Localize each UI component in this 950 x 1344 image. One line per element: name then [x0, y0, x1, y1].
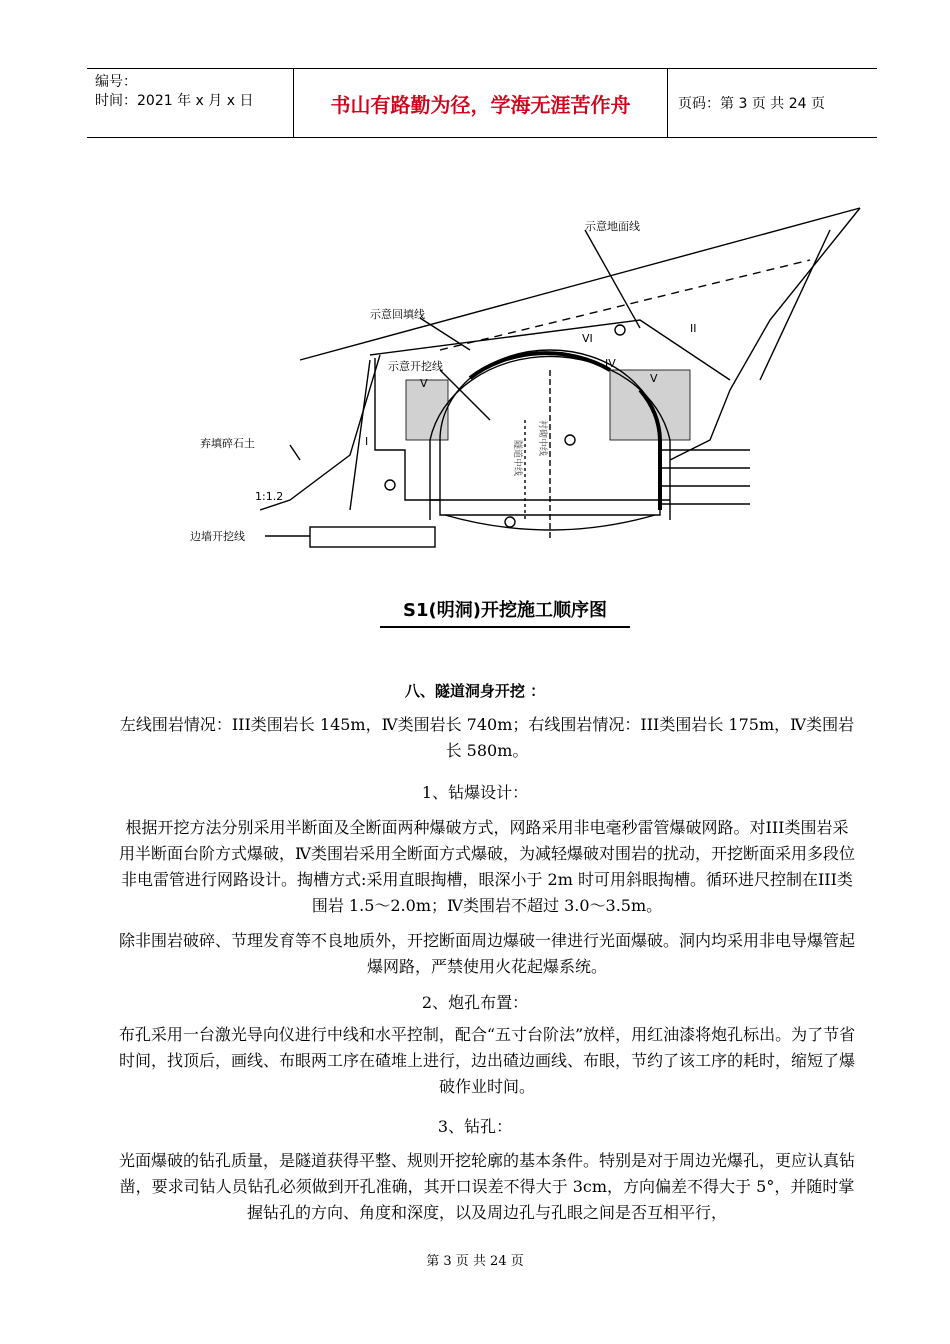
marker-i: [385, 480, 395, 490]
paragraph-hole-layout: 布孔采用一台激光导向仪进行中线和水平控制，配合“五寸台阶法”放样，用红油漆将炮孔标出。为了节省时间，找顶后，画线、布眼两工序在碴堆上进行，边出碴边画线、布眼，节约了该工序的耗时，缩短了爆破作业时间。: [118, 1025, 856, 1096]
diagram-caption: S1(明洞)开挖施工顺序图: [380, 592, 630, 628]
label-center-line-b: 衬砌中线: [537, 420, 547, 457]
subheading-drill-blast: 1、钻爆设计：: [421, 783, 529, 802]
label-roman-v2: V: [650, 372, 658, 385]
paragraph-rock-conditions: 左线围岩情况：III类围岩长 145m，Ⅳ类围岩长 740m；右线围岩情况：III类围岩长 175m，Ⅳ类围岩长 580m。: [119, 715, 855, 760]
label-roman-vi: VI: [582, 332, 593, 345]
header-meta: [87, 69, 294, 137]
page-header: [87, 68, 877, 138]
marker-center: [565, 435, 575, 445]
label-spoil: 弃填碎石土: [200, 437, 255, 450]
paragraph-smooth-blast: 除非围岩破碎、节理发育等不良地质外，开挖断面周边爆破一律进行光面爆破。洞内均采用非电导爆管起爆网路，严禁使用火花起爆系统。: [118, 931, 855, 976]
tunnel-excavation-diagram: [170, 200, 870, 590]
label-roman-ii: II: [690, 322, 697, 335]
label-slope-excavation: 边墙开挖线: [190, 530, 245, 543]
marker-vi: [615, 325, 625, 335]
label-center-line-a: 隧道中线: [512, 440, 522, 477]
dashed-line: [440, 260, 810, 350]
right-slope-inner: [760, 230, 830, 380]
label-ground-line: 示意地面线: [585, 220, 640, 233]
leader-spoil: [290, 445, 300, 460]
left-slope: [260, 355, 380, 510]
number-label: 编号：: [95, 74, 137, 90]
time-label: 时间：2021 年 x 月 x 日: [95, 93, 254, 109]
label-roman-v1: V: [420, 377, 428, 390]
label-backfill-line: 示意回填线: [370, 308, 425, 321]
right-slope: [670, 208, 860, 460]
subheading-hole-layout: 2、炮孔布置：: [421, 993, 529, 1012]
marker-bottom: [505, 517, 515, 527]
header-page-label: 页码：第 3 页 共 24 页: [678, 96, 825, 112]
ground-line: [300, 208, 860, 360]
section-title: 八、隧道洞身开挖 ：: [404, 682, 546, 700]
subheading-drilling: 3、钻孔：: [437, 1117, 513, 1136]
paragraph-drill-blast: 根据开挖方法分别采用半断面及全断面两种爆破方式，网路采用非电毫秒雷管爆破网路。对III类围岩采用半断面台阶方式爆破，Ⅳ类围岩采用全断面方式爆破，为减轻爆破对围岩的扰动，开挖断面采用多段位非电雷管进行网路设计。掏槽方式:采用直眼掏槽，眼深小于 2m 时可用斜眼掏槽。循环进尺控制在III类围岩 1.5～2.0m；Ⅳ类围岩不超过 3.0～3.5m。: [119, 818, 855, 915]
page-footer: 第 3 页 共 24 页: [426, 1254, 524, 1269]
label-excavation-line: 示意开挖线: [388, 360, 443, 373]
paragraph-drilling: 光面爆破的钻孔质量，是隧道获得平整、规则开挖轮廓的基本条件。特别是对于周边光爆孔，更应认真钻凿，要求司钻人员钻孔必须做到开孔准确，其开口误差不得大于 3cm，方向偏差不得大于 5°，并随时掌握钻孔的方向、角度和深度，以及周边孔与孔眼之间是否互相平行，: [118, 1151, 855, 1222]
header-motto: 书山有路勤为径，学海无涯苦作舟: [294, 69, 668, 137]
slope-base-block: [310, 527, 435, 547]
label-slope-ratio: 1:1.2: [255, 490, 284, 503]
label-roman-iv: IV: [605, 357, 616, 370]
label-roman-i: I: [365, 435, 369, 448]
